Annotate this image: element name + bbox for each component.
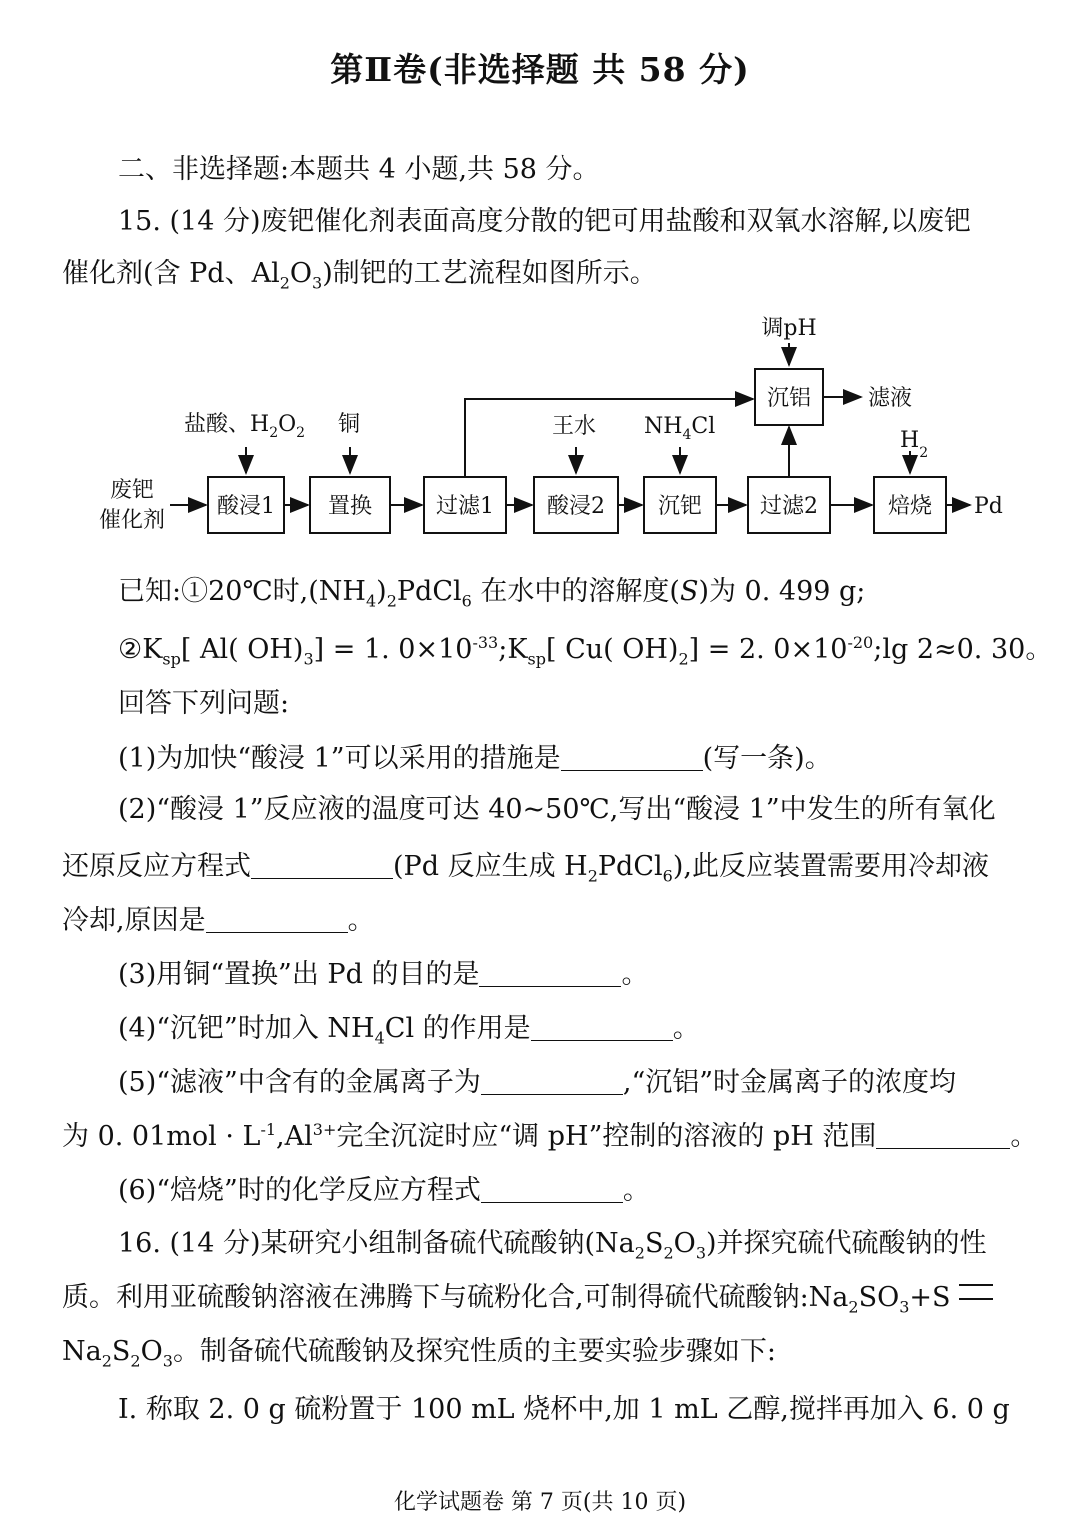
question-2-line1: (2)“酸浸 1”反应液的温度可达 40~50℃,写出“酸浸 1”中发生的所有氧化 bbox=[118, 794, 996, 825]
question-5-line2: 为 0. $01mol \cdot L^{-1},Al^{3+}$完全沉淀时应“调 pH”控制的溶液的 pH 范围 。 bbox=[62, 1120, 1038, 1152]
input-label-1: 废钯 bbox=[109, 478, 155, 503]
answer-blank-2a[interactable] bbox=[251, 852, 393, 879]
reagent-h2: $H_2$ bbox=[900, 428, 929, 461]
equals-sign bbox=[959, 1284, 993, 1300]
answer-blank-1[interactable] bbox=[561, 744, 703, 771]
process-flowchart bbox=[80, 305, 1040, 545]
question-2-line3: 冷却,原因是 。 bbox=[62, 905, 375, 936]
output-pd: Pd bbox=[974, 494, 1003, 519]
page-footer: 化学试题卷 第 7 页(共 10 页) bbox=[393, 1490, 687, 1515]
q16-line1: 16. (14 分)某研究小组制备硫代硫酸钠$(Na_2S_2O_3)$并探究硫代硫酸钠的性 bbox=[118, 1228, 987, 1263]
answer-blank-5b[interactable] bbox=[876, 1122, 1010, 1149]
reagent-hcl-h2o2: 盐酸、$H_2O_2$ bbox=[184, 412, 306, 441]
answer-blank-4[interactable] bbox=[531, 1014, 673, 1041]
known-1: 已知:①20℃时$,(NH_4)_2PdCl_6$ 在水中的溶解度(S)为 0. 499 g; bbox=[118, 576, 866, 611]
answer-blank-5a[interactable] bbox=[481, 1068, 623, 1095]
answer-prompt: 回答下列问题: bbox=[118, 688, 290, 719]
box-label-roast: 焙烧 bbox=[887, 494, 933, 519]
q16-step1: Ⅰ. 称取 2. 0 g 硫粉置于 100 mL 烧杯中,加 1 mL 乙醇,搅拌再加入 6. 0 g bbox=[118, 1394, 1010, 1425]
question-5-line1: (5)“滤液”中含有的金属离子为 ,“沉铝”时金属离子的浓度均 bbox=[118, 1067, 957, 1098]
page-title: 第Ⅱ卷(非选择题 共 58 分) bbox=[330, 50, 750, 89]
box-label-acid-leach-2: 酸浸2 bbox=[547, 494, 605, 519]
question-6: (6)“焙烧”时的化学反应方程式 。 bbox=[118, 1175, 650, 1206]
q16-line3: $Na_2S_2O_3$。制备硫代硫酸钠及探究性质的主要实验步骤如下: bbox=[62, 1336, 777, 1371]
output-filtrate: 滤液 bbox=[868, 386, 913, 411]
answer-blank-3[interactable] bbox=[479, 960, 621, 987]
box-label-replacement: 置换 bbox=[327, 494, 373, 519]
box-label-al-precipitate: 沉铝 bbox=[766, 386, 812, 411]
q16-line2: 质。利用亚硫酸钠溶液在沸腾下与硫粉化合,可制得硫代硫酸钠$:Na_2SO_3+S$ bbox=[62, 1284, 993, 1311]
reagent-adjust-ph: 调pH bbox=[761, 316, 817, 341]
box-label-pd-precipitate: 沉钯 bbox=[657, 494, 703, 519]
reagent-aqua-regia: 王水 bbox=[552, 414, 597, 439]
box-label-filter-1: 过滤1 bbox=[436, 494, 494, 519]
question-2-line2: 还原反应方程式 (Pd 反应生成 $H_2PdCl_6$),此反应装置需要用冷却液 bbox=[62, 851, 989, 886]
question-4: (4)“沉钯”时加入 $NH_4Cl$ 的作用是 。 bbox=[118, 1013, 700, 1048]
question-3: (3)用铜“置换”出 Pd 的目的是 。 bbox=[118, 959, 649, 990]
answer-blank-2b[interactable] bbox=[206, 906, 348, 933]
section-heading: 二、非选择题:本题共 4 小题,共 58 分。 bbox=[118, 154, 600, 185]
q15-intro-line1: 15. (14 分)废钯催化剂表面高度分散的钯可用盐酸和双氧水溶解,以废钯 bbox=[118, 206, 972, 237]
input-label-2: 催化剂 bbox=[98, 508, 166, 533]
answer-blank-6[interactable] bbox=[481, 1176, 623, 1203]
reagent-copper: 铜 bbox=[338, 412, 361, 437]
question-1: (1)为加快“酸浸 1”可以采用的措施是 (写一条)。 bbox=[118, 743, 832, 774]
known-2: $②K_{sp}$[ Al( $OH)_3] = 1$. $0\times 10^{-33};K_{sp}$[ Cu( $OH)_2] = 2$. $0\times 10^{-20};\lg$ 2≈0. 30。 bbox=[118, 633, 1053, 669]
box-label-filter-2: 过滤2 bbox=[760, 494, 818, 519]
reagent-nh4cl: $NH_4Cl$ bbox=[644, 414, 716, 443]
box-label-acid-leach-1: 酸浸1 bbox=[217, 494, 275, 519]
q15-intro-line2: 催化剂(含 Pd、$Al_2O_3$)制钯的工艺流程如图所示。 bbox=[62, 258, 657, 293]
